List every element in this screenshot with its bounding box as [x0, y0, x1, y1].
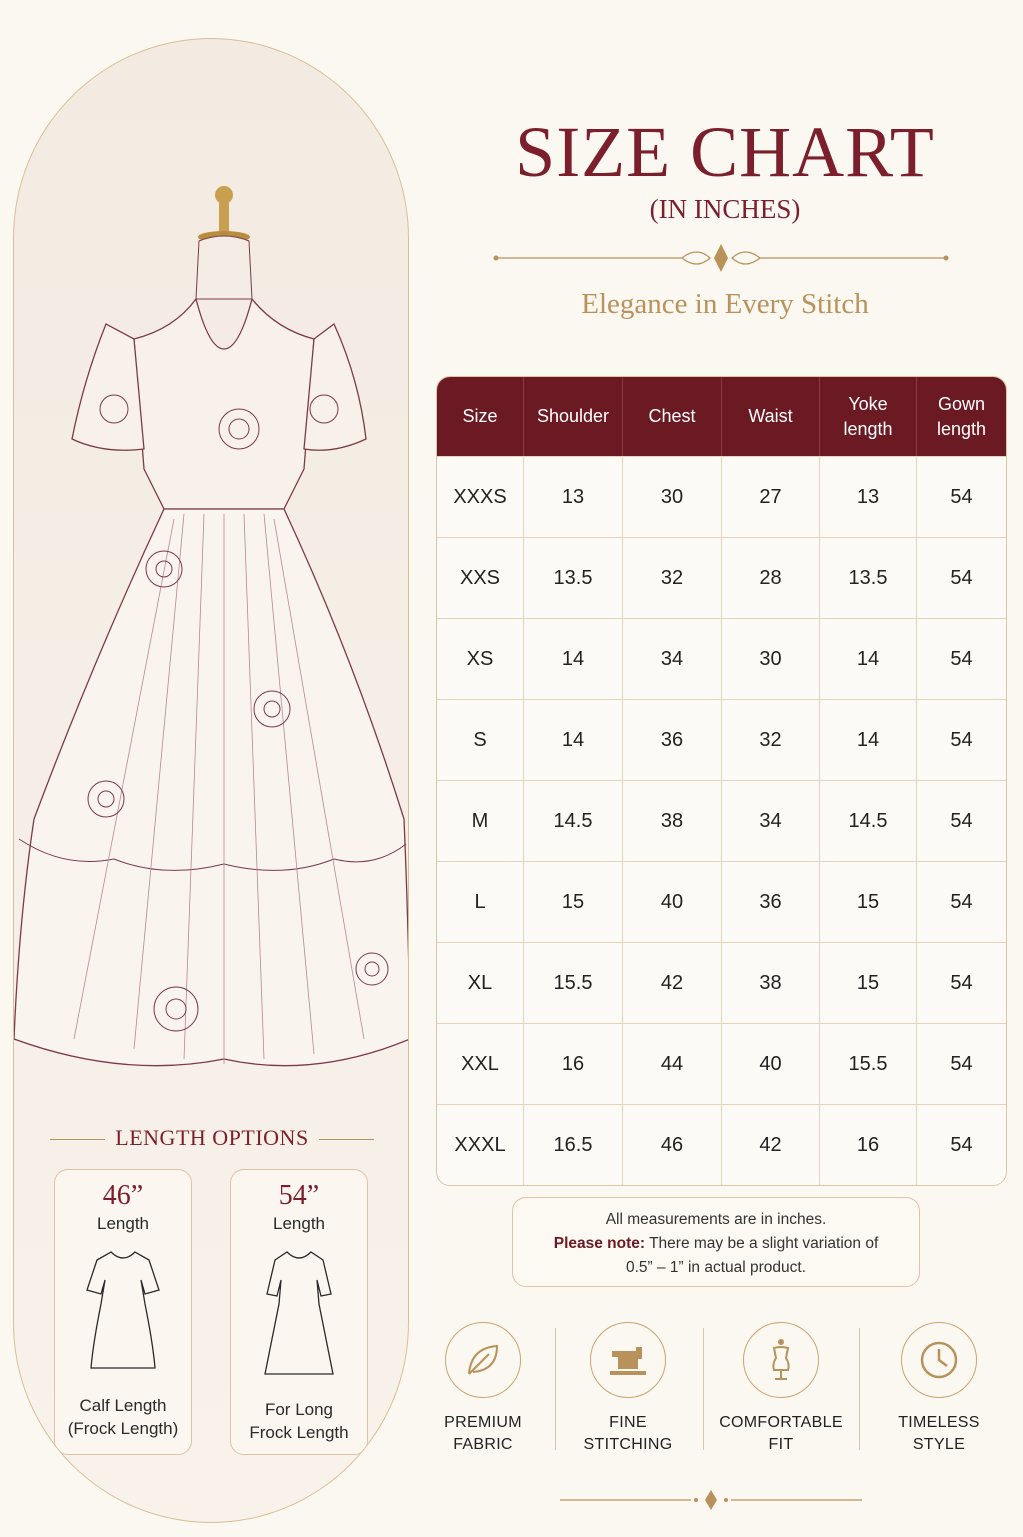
table-cell: 36: [623, 699, 722, 780]
length-options-title: LENGTH OPTIONS: [14, 1125, 409, 1151]
table-row: [437, 942, 1006, 1023]
table-cell: 42: [722, 1104, 820, 1185]
table-cell: XXXL: [437, 1104, 524, 1185]
leaf-icon: [445, 1322, 521, 1398]
sewing-machine-icon: [590, 1322, 666, 1398]
table-cell: 54: [917, 1023, 1006, 1104]
long-frock-icon: [259, 1244, 339, 1380]
page-subtitle: (IN INCHES): [649, 194, 801, 224]
table-cell: 15: [820, 861, 917, 942]
table-cell: 54: [917, 456, 1006, 537]
table-row: [437, 456, 1006, 537]
short-frock-icon: [83, 1244, 163, 1374]
table-cell: 16: [524, 1023, 623, 1104]
table-cell: 14.5: [820, 780, 917, 861]
table-cell: L: [437, 861, 524, 942]
table-cell: 46: [623, 1104, 722, 1185]
table-cell: 15.5: [820, 1023, 917, 1104]
feature-comfortable-fit: [706, 1322, 856, 1456]
table-cell: 38: [623, 780, 722, 861]
table-row: [437, 618, 1006, 699]
length-label: Length: [273, 1214, 325, 1233]
table-cell: 13: [820, 456, 917, 537]
feature-label: STYLE: [912, 1436, 966, 1453]
tagline: Elegance in Every Stitch: [581, 288, 869, 320]
table-row: [437, 699, 1006, 780]
table-cell: 54: [917, 618, 1006, 699]
column-header-text: Yoke length: [843, 393, 893, 439]
note-line: There may be a slight variation of: [649, 1235, 879, 1252]
measurement-note: [512, 1197, 920, 1287]
feature-label: COMFORTABLE: [719, 1414, 843, 1431]
feature-label: FIT: [768, 1436, 794, 1453]
feature-fine-stitching: [553, 1322, 703, 1456]
table-cell: 42: [623, 942, 722, 1023]
table-cell: XS: [437, 618, 524, 699]
table-cell: 36: [722, 861, 820, 942]
bottom-ornament: [556, 1488, 866, 1512]
table-cell: 14: [524, 699, 623, 780]
table-cell: 30: [623, 456, 722, 537]
table-cell: 13: [524, 456, 623, 537]
size-table: [436, 376, 1007, 1186]
table-row: [437, 780, 1006, 861]
table-cell: 40: [722, 1023, 820, 1104]
table-cell: 54: [917, 537, 1006, 618]
length-caption: Frock Length: [249, 1423, 349, 1442]
length-label: Length: [97, 1214, 149, 1233]
table-cell: 13.5: [524, 537, 623, 618]
note-line: 0.5” – 1” in actual product.: [625, 1259, 807, 1276]
table-row: [437, 537, 1006, 618]
table-cell: XL: [437, 942, 524, 1023]
table-cell: 14: [524, 618, 623, 699]
length-card-54: [230, 1169, 368, 1455]
length-caption: (Frock Length): [67, 1419, 179, 1438]
feature-premium-fabric: [408, 1322, 558, 1456]
dress-illustration: [14, 179, 409, 1109]
dress-illustration-panel: [13, 38, 409, 1523]
table-cell: M: [437, 780, 524, 861]
table-cell: 54: [917, 780, 1006, 861]
table-cell: 16.5: [524, 1104, 623, 1185]
table-cell: 16: [820, 1104, 917, 1185]
feature-label: PREMIUM: [444, 1414, 522, 1431]
column-header: Waist: [722, 377, 820, 456]
length-caption: Calf Length: [79, 1396, 167, 1415]
feature-label: FINE: [609, 1414, 647, 1431]
table-cell: 28: [722, 537, 820, 618]
clock-icon: [901, 1322, 977, 1398]
page-title: SIZE CHART: [515, 112, 935, 192]
table-cell: 54: [917, 699, 1006, 780]
feature-label: FABRIC: [453, 1436, 513, 1453]
table-cell: 27: [722, 456, 820, 537]
table-cell: 30: [722, 618, 820, 699]
feature-label: TIMELESS: [898, 1414, 980, 1431]
table-cell: 13.5: [820, 537, 917, 618]
ornament-divider: [492, 238, 950, 278]
column-header: Shoulder: [524, 377, 623, 456]
table-cell: 34: [623, 618, 722, 699]
length-value: 54”: [278, 1180, 320, 1211]
length-value: 46”: [102, 1180, 144, 1211]
feature-label: STITCHING: [583, 1436, 673, 1453]
column-header: [917, 377, 1006, 456]
table-cell: 54: [917, 942, 1006, 1023]
table-cell: 32: [623, 537, 722, 618]
table-cell: 15: [820, 942, 917, 1023]
table-cell: XXS: [437, 537, 524, 618]
column-header: [820, 377, 917, 456]
table-cell: 32: [722, 699, 820, 780]
table-cell: 14: [820, 699, 917, 780]
table-cell: 14.5: [524, 780, 623, 861]
table-cell: S: [437, 699, 524, 780]
table-header-row: [437, 377, 1006, 456]
length-card-46: [54, 1169, 192, 1455]
feature-timeless-style: [864, 1322, 1014, 1456]
note-bold: Please note:: [553, 1235, 646, 1252]
table-cell: XXXS: [437, 456, 524, 537]
table-cell: 38: [722, 942, 820, 1023]
dress-form-icon: [743, 1322, 819, 1398]
table-row: [437, 1104, 1006, 1185]
table-row: [437, 861, 1006, 942]
column-header: Size: [437, 377, 524, 456]
table-cell: 44: [623, 1023, 722, 1104]
length-caption: For Long: [264, 1400, 334, 1419]
table-cell: 34: [722, 780, 820, 861]
table-cell: 54: [917, 1104, 1006, 1185]
table-cell: XXL: [437, 1023, 524, 1104]
table-row: [437, 1023, 1006, 1104]
table-cell: 40: [623, 861, 722, 942]
table-cell: 15: [524, 861, 623, 942]
table-cell: 54: [917, 861, 1006, 942]
table-cell: 15.5: [524, 942, 623, 1023]
feature-divider: [859, 1328, 860, 1450]
note-line: All measurements are in inches.: [605, 1211, 827, 1228]
column-header: Chest: [623, 377, 722, 456]
table-cell: 14: [820, 618, 917, 699]
feature-divider: [703, 1328, 704, 1450]
column-header-text: Gown length: [936, 393, 987, 439]
